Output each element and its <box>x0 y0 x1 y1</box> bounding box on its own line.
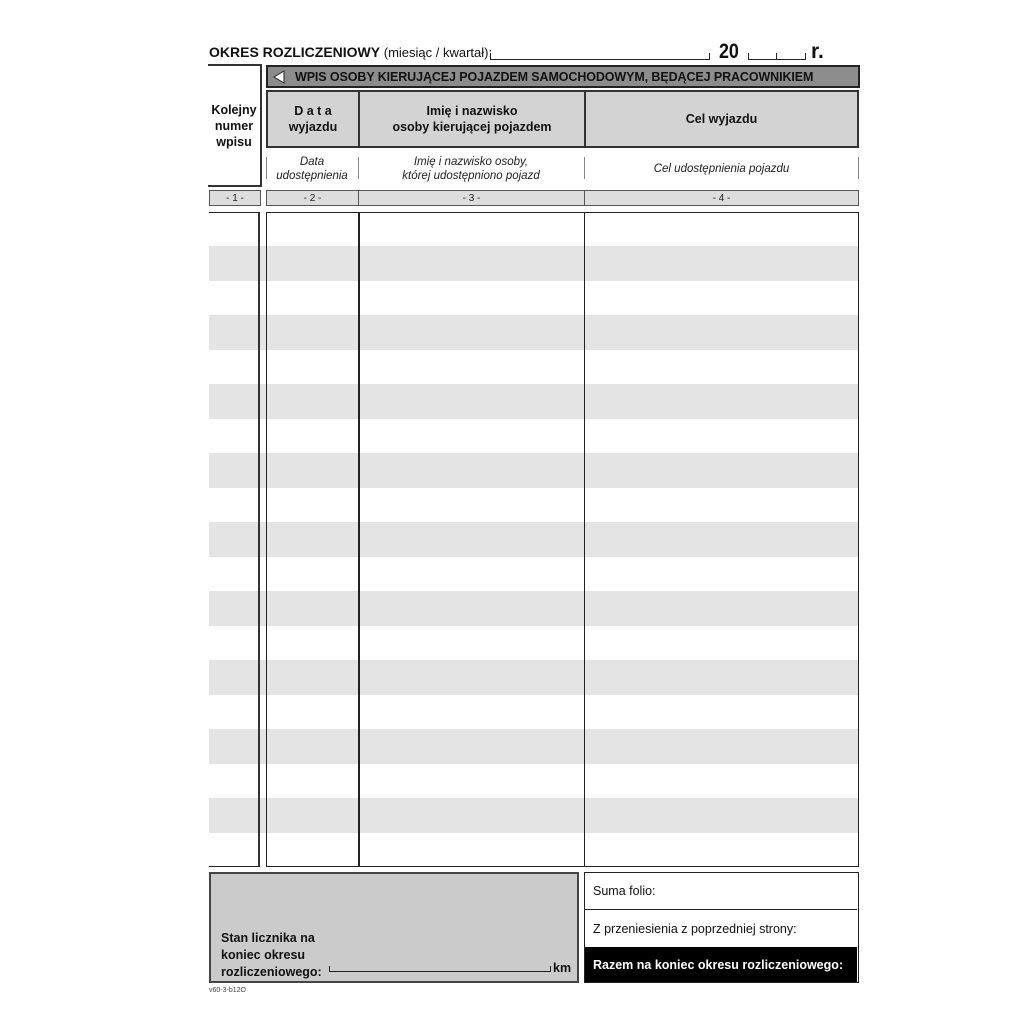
column-divider <box>584 212 585 867</box>
header-driver-name <box>358 90 586 148</box>
banner-text: WPIS OSOBY KIERUJĄCEJ POJAZDEM SAMOCHODOWYM, BĘDĄCEJ PRACOWNIKIEM <box>295 69 814 84</box>
section-banner <box>266 65 860 88</box>
column-number-3: - 3 - <box>358 190 585 206</box>
subheader-date <box>266 155 358 182</box>
period-sublabel: (miesiąc / kwartał): <box>383 45 493 60</box>
period-total-field[interactable]: Razem na koniec okresu rozliczeniowego: <box>585 947 857 982</box>
odometer-line: koniec okresu <box>221 948 306 962</box>
column-divider <box>358 212 360 867</box>
entries-frame <box>266 212 859 867</box>
header-line: wyjazdu <box>288 120 338 134</box>
year-suffix: r. <box>811 40 824 63</box>
odometer-label <box>221 930 322 981</box>
header-line: Kolejny <box>211 102 257 117</box>
odometer-input[interactable] <box>329 966 551 972</box>
header-line: numer <box>214 118 254 133</box>
subheader-line: Imię i nazwisko osoby, <box>413 155 529 168</box>
form-code: v60-3-b12O <box>209 987 246 994</box>
subheader-line: Data <box>299 155 325 168</box>
entry-number-column <box>209 212 260 867</box>
subheader-line: której udostępniono pojazd <box>402 169 540 182</box>
odometer-unit: km <box>553 961 572 975</box>
odometer-box <box>209 872 579 983</box>
subheader-name <box>358 155 584 182</box>
year-prefix: 20 <box>719 40 739 63</box>
period-title: OKRES ROZLICZENIOWY <box>209 44 380 60</box>
header-date <box>266 90 360 148</box>
header-line: D a t a <box>294 104 332 118</box>
odometer-line: rozliczeniowego: <box>221 965 322 979</box>
header-line: Cel wyjazdu <box>685 112 758 126</box>
header-line: osoby kierującej pojazdem <box>392 120 552 134</box>
subheader-line: Cel udostępnienia pojazdu <box>653 162 790 175</box>
period-input[interactable] <box>490 53 710 60</box>
column-number-1: - 1 - <box>209 190 261 206</box>
year-input[interactable] <box>748 53 806 60</box>
summary-box <box>584 872 859 983</box>
column-number-4: - 4 - <box>584 190 859 206</box>
carried-over-field[interactable]: Z przeniesienia z poprzedniej strony: <box>593 921 797 936</box>
subheader-purpose <box>584 155 859 182</box>
subheader-line: udostępnienia <box>276 169 348 182</box>
header-purpose <box>584 90 859 148</box>
header-line: Imię i nazwisko <box>426 104 518 118</box>
period-label <box>209 44 492 64</box>
triangle-left-icon <box>273 70 285 84</box>
header-line: wpisu <box>216 134 252 149</box>
odometer-line: Stan licznika na <box>221 931 315 945</box>
header-entry-number <box>208 64 262 187</box>
folio-sum-field[interactable]: Suma folio: <box>585 873 857 910</box>
column-number-2: - 2 - <box>266 190 359 206</box>
subheader-separator <box>858 157 859 179</box>
